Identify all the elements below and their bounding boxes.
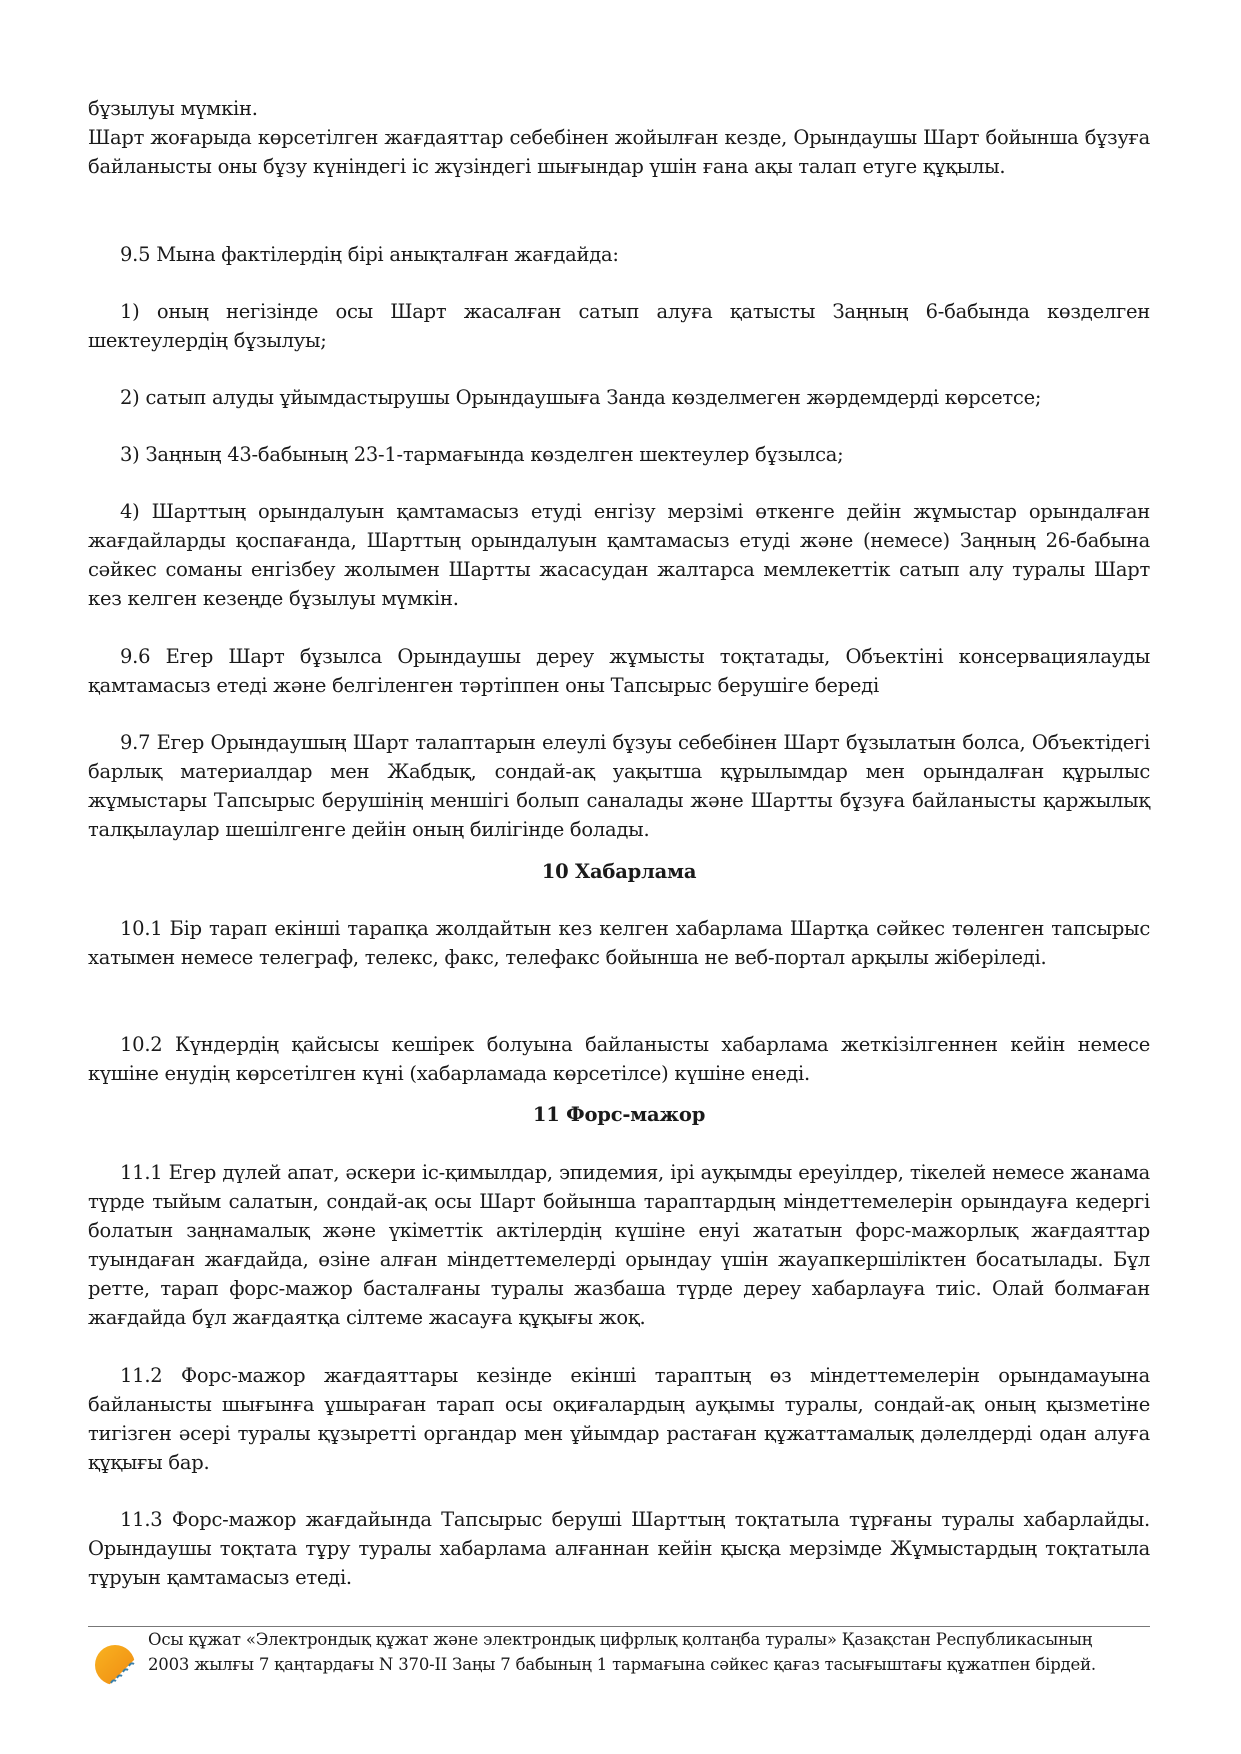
paragraph-9-6: 9.6 Егер Шарт бұзылса Орындаушы дереу жұмысты тоқтатады, Объектіні консервациялауды қамтамасыз етеді және белгіленген тәртіппен оны Тапсырыс берушіге береді bbox=[88, 645, 1150, 697]
paragraph-11-1: 11.1 Егер дүлей апат, әскери іс-қимылдар, эпидемия, ірі ауқымды ереуілдер, тікелей немесе жанама түрде тыйым салатын, сондай-ақ осы Шарт бойынша тараптардың міндеттемелерін орындауға кедергі болатын заңнамалық және үкіметтік актілердің күшіне енуі жататын форс-мажорлық жағдаяттар туындаған жағдайда, өзіне алған міндеттемелерді орындау үшін жауапкершіліктен босатылады. Бұл ретте, тарап форс-мажор басталғаны туралы жазбаша түрде дереу хабарлауға тиіс. Олай болмаған жағдайда бұл жағдаятқа сілтеме жасауға құқығы жоқ. bbox=[88, 1161, 1150, 1329]
paragraph-9-7: 9.7 Егер Орындаушың Шарт талаптарын елеулі бұзуы себебінен Шарт бұзылатын болса, Объектідегі барлық материалдар мен Жабдық, сондай-ақ уақытша құрылымдар мен орындалған құрылыс жұмыстары Тапсырыс берушінің меншігі болып саналады және Шартты бұзуға байланысты қаржылық талқылаулар шешілгенге дейін оның билігінде болады. bbox=[88, 731, 1150, 841]
egov-sun-logo-icon bbox=[93, 1643, 137, 1687]
section-heading-10: 10 Хабарлама bbox=[541, 860, 697, 883]
section-heading-11: 11 Форс-мажор bbox=[532, 1103, 706, 1126]
list-item-4: 4) Шарттың орындалуын қамтамасыз етуді енгізу мерзімі өткенге дейін жұмыстар орындалған жағдайларды қоспағанда, Шарттың орындалуын қамтамасыз етуді және (немесе) Заңның 26-бабына сәйкес соманы енгізбеу жолымен Шартты жасасудан жалтарса мемлекеттік сатып алу туралы Шарт кез келген кезеңде бұзылуы мүмкін. bbox=[88, 500, 1150, 610]
paragraph-termination-payment: Шарт жоғарыда көрсетілген жағдаяттар себебінен жойылған кезде, Орындаушы Шарт бойынша бұзуға байланысты оны бұзу күніндегі іс жүзіндегі шығындар үшін ғана ақы талап етуге құқылы. bbox=[88, 126, 1150, 178]
list-item-3: 3) Заңның 43-бабының 23-1-тармағында көзделген шектеулер бұзылса; bbox=[120, 443, 844, 466]
paragraph-11-3: 11.3 Форс-мажор жағдайында Тапсырыс беруші Шарттың тоқтатыла тұрғаны туралы хабарлайды. Орындаушы тоқтата тұру туралы хабарлама алғаннан кейін қысқа мерзімде Жұмыстардың тоқтатыла тұруын қамтамасыз етеді. bbox=[88, 1508, 1150, 1589]
footer-divider bbox=[88, 1626, 1150, 1627]
list-item-1: 1) оның негізінде осы Шарт жасалған сатып алуға қатысты Заңның 6-бабында көзделген шектеулердің бұзылуы; bbox=[88, 300, 1150, 352]
paragraph-9-5: 9.5 Мына фактілердің бірі анықталған жағдайда: bbox=[120, 243, 619, 266]
footer-legal-notice: Осы құжат «Электрондық құжат және электрондық цифрлық қолтаңба туралы» Қазақстан Республикасының 2003 жылғы 7 қаңтардағы N 370-II Заңы 7 бабының 1 тармағына сәйкес қағаз тасығыштағы құжатпен бірдей. bbox=[148, 1630, 1096, 1674]
paragraph-11-2: 11.2 Форс-мажор жағдаяттары кезінде екінші тараптың өз міндеттемелерін орындамауына байланысты шығынға ұшыраған тарап осы оқиғалардың ауқымы туралы, сондай-ақ оның қызметіне тигізген әсері туралы құзыретті органдар мен ұйымдар растаған құжаттамалық дәлелдерді одан алуға құқығы бар. bbox=[88, 1364, 1150, 1474]
paragraph-10-2: 10.2 Күндердің қайсысы кешірек болуына байланысты хабарлама жеткізілгеннен кейін немесе күшіне енудің көрсетілген күні (хабарламада көрсетілсе) күшіне енеді. bbox=[88, 1033, 1150, 1085]
list-item-2: 2) сатып алуды ұйымдастырушы Орындаушыға Занда көзделмеген жәрдемдерді көрсетсе; bbox=[120, 386, 1042, 409]
paragraph-10-1: 10.1 Бір тарап екінші тарапқа жолдайтын кез келген хабарлама Шартқа сәйкес төленген тапсырыс хатымен немесе телеграф, телекс, факс, телефакс бойынша не веб-портал арқылы жіберіледі. bbox=[88, 917, 1150, 969]
paragraph-continuation: бұзылуы мүмкін. bbox=[88, 97, 258, 120]
